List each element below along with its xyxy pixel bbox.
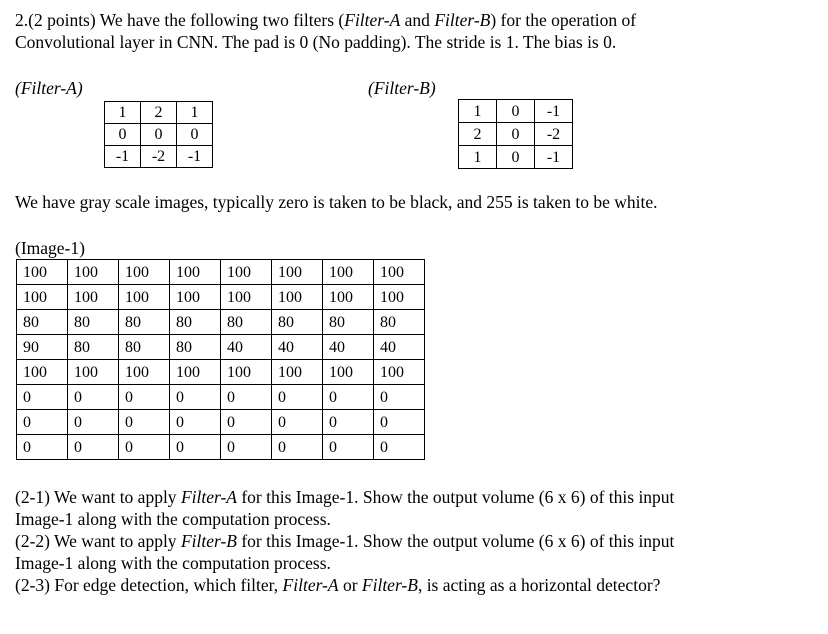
- image-cell: 100: [17, 260, 68, 285]
- filter-b-cell: 0: [497, 100, 535, 123]
- image-cell: 80: [68, 335, 119, 360]
- image-row: [17, 410, 425, 435]
- image-cell: 80: [170, 310, 221, 335]
- question-line-2: Convolutional layer in CNN. The pad is 0 (No padding). The stride is 1. The bias is 0.: [15, 32, 617, 52]
- image-cell: 80: [17, 310, 68, 335]
- image-cell: 100: [17, 360, 68, 385]
- task-2-3-line-1: (2-3) For edge detection, which filter, Filter-A or Filter-B, is acting as a horizontal detector?: [15, 575, 661, 595]
- image-cell: 100: [323, 285, 374, 310]
- image-cell: 0: [17, 435, 68, 460]
- image-cell: 100: [170, 360, 221, 385]
- image-cell: 0: [221, 385, 272, 410]
- filter-a-matrix: [104, 101, 213, 168]
- image-cell: 0: [221, 410, 272, 435]
- filter-b-cell: -1: [535, 146, 573, 169]
- image-cell: 100: [170, 260, 221, 285]
- task-2-1-line-1: (2-1) We want to apply Filter-A for this Image-1. Show the output volume (6 x 6) of this input: [15, 487, 675, 507]
- image-cell: 100: [323, 360, 374, 385]
- image-cell: 0: [272, 410, 323, 435]
- image-row: [17, 360, 425, 385]
- task-2-2-line-1: (2-2) We want to apply Filter-B for this Image-1. Show the output volume (6 x 6) of this input: [15, 531, 675, 551]
- filter-a-cell: 2: [141, 102, 177, 124]
- image-cell: 100: [119, 285, 170, 310]
- image-cell: 100: [68, 285, 119, 310]
- filter-b-row: [459, 146, 573, 169]
- image-cell: 80: [119, 335, 170, 360]
- image-row: [17, 260, 425, 285]
- filter-b-cell: 1: [459, 146, 497, 169]
- image-cell: 100: [272, 260, 323, 285]
- image-cell: 0: [374, 385, 425, 410]
- image-cell: 80: [170, 335, 221, 360]
- image-cell: 0: [272, 435, 323, 460]
- filter-b-cell: 2: [459, 123, 497, 146]
- image-cell: 100: [272, 285, 323, 310]
- task-list: [15, 486, 815, 596]
- image-cell: 40: [221, 335, 272, 360]
- filter-a-label: (Filter-A): [15, 78, 83, 98]
- filter-a-cell: 0: [105, 124, 141, 146]
- image-row: [17, 385, 425, 410]
- image-cell: 100: [374, 285, 425, 310]
- image-row: [17, 310, 425, 335]
- image-cell: 40: [374, 335, 425, 360]
- filter-a-row: [105, 146, 213, 168]
- image-cell: 100: [17, 285, 68, 310]
- intro-text: We have gray scale images, typically zero is taken to be black, and 255 is taken to be white.: [15, 192, 658, 212]
- image-cell: 80: [119, 310, 170, 335]
- image-cell: 0: [323, 385, 374, 410]
- image-cell: 0: [17, 410, 68, 435]
- image-cell: 0: [119, 410, 170, 435]
- filter-b-cell: -1: [535, 100, 573, 123]
- image-cell: 0: [170, 410, 221, 435]
- image-cell: 100: [221, 260, 272, 285]
- filter-b-row: [459, 100, 573, 123]
- filter-a-cell: -1: [177, 146, 213, 168]
- image-cell: 0: [68, 385, 119, 410]
- filter-a-cell: 1: [105, 102, 141, 124]
- image-cell: 100: [221, 360, 272, 385]
- image-cell: 100: [374, 260, 425, 285]
- filter-a-cell: 0: [177, 124, 213, 146]
- image-label: (Image-1): [15, 238, 85, 258]
- image-cell: 0: [170, 385, 221, 410]
- filter-b-cell: -2: [535, 123, 573, 146]
- image-row: [17, 285, 425, 310]
- image-cell: 0: [323, 435, 374, 460]
- image-cell: 40: [272, 335, 323, 360]
- image-row: [17, 335, 425, 360]
- image-cell: 100: [119, 260, 170, 285]
- filter-b-cell: 0: [497, 146, 535, 169]
- image-cell: 0: [17, 385, 68, 410]
- filter-b-label: (Filter-B): [368, 78, 436, 98]
- image-cell: 90: [17, 335, 68, 360]
- image-cell: 80: [323, 310, 374, 335]
- image-cell: 0: [221, 435, 272, 460]
- image-cell: 0: [272, 385, 323, 410]
- image-cell: 100: [221, 285, 272, 310]
- filter-a-cell: 0: [141, 124, 177, 146]
- image-cell: 0: [170, 435, 221, 460]
- task-2-1-line-2: Image-1 along with the computation process.: [15, 509, 331, 529]
- image-cell: 80: [272, 310, 323, 335]
- question-line-1: 2.(2 points) We have the following two filters (Filter-A and Filter-B) for the operation of: [15, 10, 637, 30]
- filter-b-cell: 1: [459, 100, 497, 123]
- image-cell: 40: [323, 335, 374, 360]
- image-row: [17, 435, 425, 460]
- image-cell: 100: [374, 360, 425, 385]
- filter-a-cell: 1: [177, 102, 213, 124]
- image-cell: 0: [68, 410, 119, 435]
- image-cell: 80: [221, 310, 272, 335]
- image-cell: 0: [323, 410, 374, 435]
- image-cell: 80: [374, 310, 425, 335]
- filter-a-row: [105, 102, 213, 124]
- image-cell: 80: [68, 310, 119, 335]
- filter-a-cell: -1: [105, 146, 141, 168]
- image-cell: 100: [323, 260, 374, 285]
- image-cell: 0: [119, 385, 170, 410]
- image-matrix: [16, 259, 425, 460]
- filter-a-row: [105, 124, 213, 146]
- image-cell: 100: [119, 360, 170, 385]
- filter-b-cell: 0: [497, 123, 535, 146]
- image-cell: 100: [272, 360, 323, 385]
- image-cell: 0: [374, 410, 425, 435]
- image-cell: 0: [68, 435, 119, 460]
- filter-a-cell: -2: [141, 146, 177, 168]
- image-cell: 100: [170, 285, 221, 310]
- image-cell: 100: [68, 260, 119, 285]
- filter-b-matrix: [458, 99, 573, 169]
- image-cell: 0: [374, 435, 425, 460]
- image-cell: 100: [68, 360, 119, 385]
- task-2-2-line-2: Image-1 along with the computation process.: [15, 553, 331, 573]
- image-cell: 0: [119, 435, 170, 460]
- filter-b-row: [459, 123, 573, 146]
